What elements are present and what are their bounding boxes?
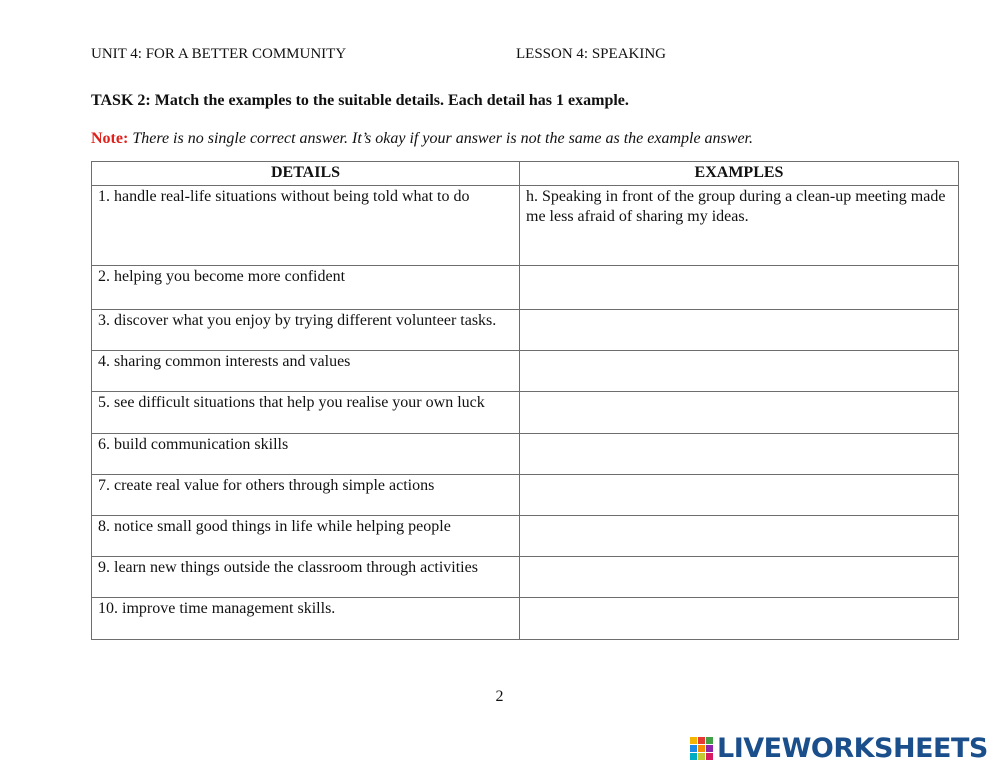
table-row (92, 310, 959, 351)
details-header: DETAILS (92, 162, 520, 186)
example-cell: h. Speaking in front of the group during a clean-up meeting made me less afraid of sharing my ideas. (520, 186, 959, 266)
table-row (92, 266, 959, 310)
example-cell[interactable] (520, 475, 959, 516)
detail-cell: 5. see difficult situations that help you realise your own luck (92, 392, 520, 434)
table-header-row (92, 162, 959, 186)
lesson-title: LESSON 4: SPEAKING (516, 46, 667, 62)
table-row (92, 557, 959, 598)
detail-cell: 10. improve time management skills. (92, 598, 520, 640)
example-cell[interactable] (520, 351, 959, 392)
example-cell[interactable] (520, 434, 959, 475)
table-row (92, 392, 959, 434)
table-row (92, 351, 959, 392)
examples-header: EXAMPLES (520, 162, 959, 186)
page-number: 2 (495, 688, 504, 705)
detail-cell: 1. handle real-life situations without being told what to do (92, 186, 520, 266)
detail-cell: 6. build communication skills (92, 434, 520, 475)
note-label: Note: (91, 130, 129, 147)
detail-cell: 3. discover what you enjoy by trying different volunteer tasks. (92, 310, 520, 351)
logo-blocks-icon (690, 737, 713, 760)
detail-cell: 9. learn new things outside the classroom through activities (92, 557, 520, 598)
detail-cell: 7. create real value for others through simple actions (92, 475, 520, 516)
example-cell[interactable] (520, 310, 959, 351)
table-row (92, 186, 959, 266)
detail-cell: 4. sharing common interests and values (92, 351, 520, 392)
example-cell[interactable] (520, 392, 959, 434)
table-row (92, 475, 959, 516)
detail-cell: 2. helping you become more confident (92, 266, 520, 310)
example-cell[interactable] (520, 266, 959, 310)
matching-table (91, 161, 959, 640)
unit-title: UNIT 4: FOR A BETTER COMMUNITY (91, 46, 347, 62)
table-row (92, 598, 959, 640)
example-cell[interactable] (520, 598, 959, 640)
table-row (92, 434, 959, 475)
table-row (92, 516, 959, 557)
note-text: There is no single correct answer. It’s okay if your answer is not the same as the example answer. (128, 130, 753, 147)
liveworksheets-logo (690, 731, 988, 765)
detail-cell: 8. notice small good things in life while helping people (92, 516, 520, 557)
note (91, 130, 753, 148)
example-cell[interactable] (520, 557, 959, 598)
task-instruction: TASK 2: Match the examples to the suitable details. Each detail has 1 example. (91, 92, 629, 109)
brand-name: LIVEWORKSHEETS (717, 732, 988, 764)
example-cell[interactable] (520, 516, 959, 557)
